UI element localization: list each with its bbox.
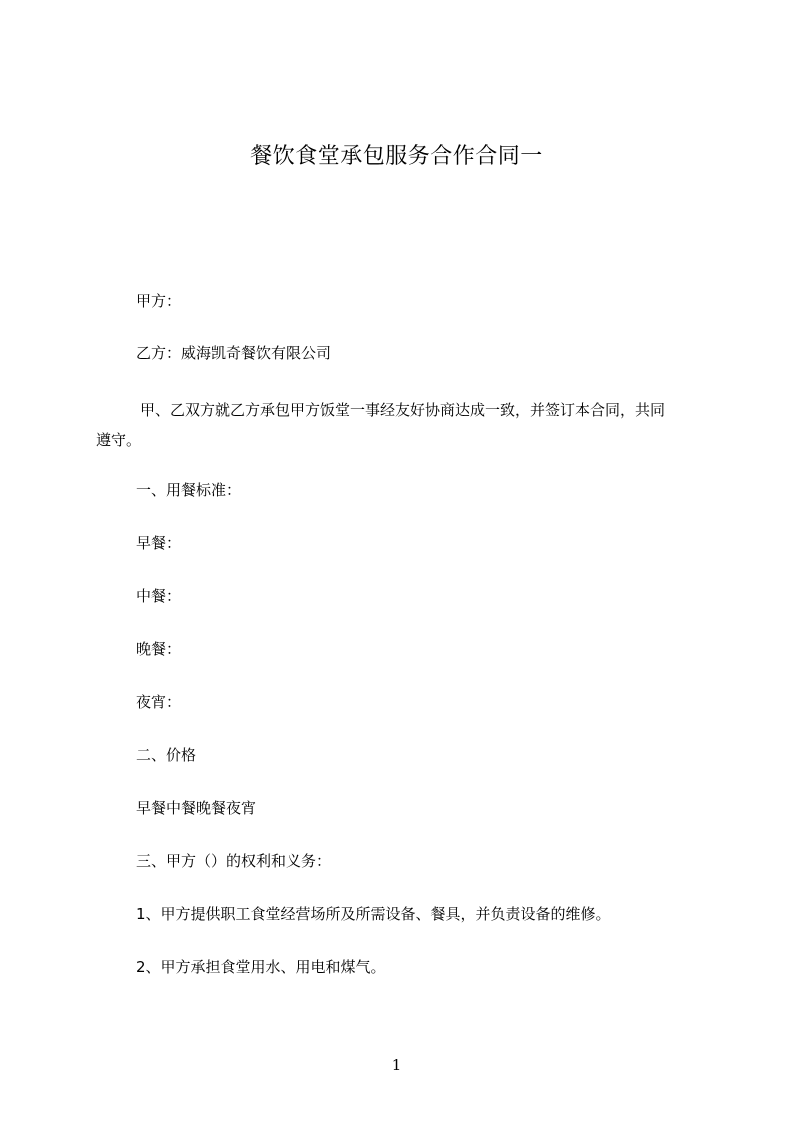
- price-row: 早餐中餐晚餐夜宵: [136, 799, 257, 817]
- section-3-heading: 三、甲方（）的权利和义务：: [136, 852, 332, 870]
- document-title: 餐饮食堂承包服务合作合同一: [250, 144, 543, 169]
- intro-paragraph: [96, 395, 698, 455]
- intro-line-2: 遵守。: [96, 431, 142, 449]
- breakfast-line: 早餐：: [136, 534, 182, 552]
- section-1-heading: 一、用餐标准：: [136, 481, 242, 499]
- intro-line-1: 甲、乙双方就乙方承包甲方饭堂一事经友好协商达成一致，并签订本合同，共同: [140, 401, 666, 419]
- lunch-line: 中餐：: [136, 587, 182, 605]
- party-a-line: 甲方：: [136, 292, 182, 310]
- dinner-line: 晚餐：: [136, 640, 182, 658]
- page-number: 1: [391, 1056, 402, 1074]
- late-snack-line: 夜宵：: [136, 693, 182, 711]
- clause-3-2: 2、甲方承担食堂用水、用电和煤气。: [136, 958, 386, 976]
- party-b-line: 乙方：威海凯奇餐饮有限公司: [136, 344, 332, 362]
- section-2-heading: 二、价格: [136, 746, 197, 764]
- clause-3-1: 1、甲方提供职工食堂经营场所及所需设备、餐具，并负责设备的维修。: [136, 905, 611, 923]
